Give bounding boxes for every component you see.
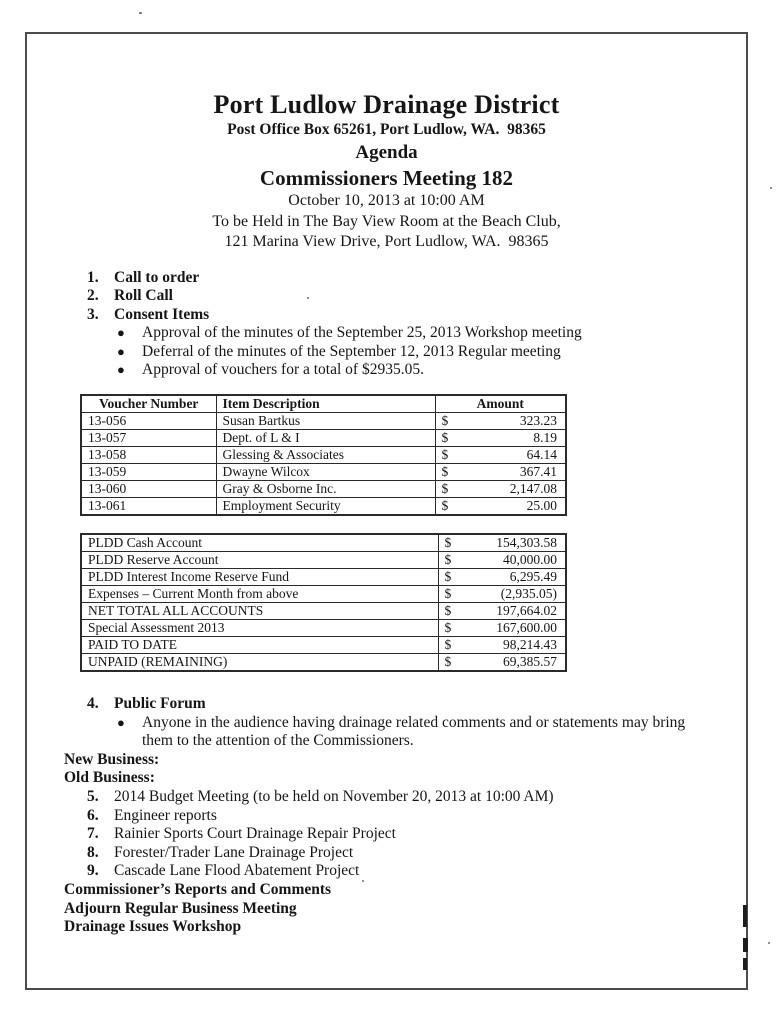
amount-value: 367.41 — [519, 464, 557, 480]
voucher-number: 13-060 — [81, 481, 216, 498]
item-number: 7. — [87, 825, 99, 843]
consent-bullet — [117, 343, 746, 362]
account-row — [81, 654, 566, 672]
page-frame — [25, 32, 748, 990]
voucher-table — [80, 394, 567, 516]
voucher-row — [81, 498, 566, 516]
voucher-row — [81, 447, 566, 464]
doc-type-label: Agenda — [355, 142, 418, 163]
amount-value: (2,935.05) — [500, 586, 557, 602]
account-label: NET TOTAL ALL ACCOUNTS — [81, 603, 438, 620]
page-title: Port Ludlow Drainage District — [213, 90, 560, 119]
amount-value: 69,385.57 — [503, 654, 557, 670]
scan-smudge — [743, 958, 747, 970]
bullet-icon: ● — [117, 362, 125, 378]
amount-value: 323.23 — [519, 413, 557, 429]
currency-symbol: $ — [444, 603, 452, 619]
voucher-amount — [435, 413, 566, 430]
voucher-number: 13-061 — [81, 498, 216, 516]
item-label: Roll Call — [114, 287, 173, 305]
voucher-amount — [435, 498, 566, 516]
account-amount — [438, 620, 566, 637]
voucher-row — [81, 430, 566, 447]
agenda-bottom-section — [27, 695, 746, 937]
voucher-amount — [435, 464, 566, 481]
voucher-amount — [435, 430, 566, 447]
agenda-item-forester-project — [87, 844, 746, 863]
item-number: 8. — [87, 843, 99, 861]
col-header-item-description: Item Description — [216, 395, 435, 413]
amount-value: 8.19 — [533, 430, 557, 446]
item-number: 2. — [87, 287, 99, 305]
account-amount — [438, 586, 566, 603]
item-label: 2014 Budget Meeting (to be held on November 20, 2013 at 10:00 AM) — [114, 788, 554, 806]
voucher-amount — [435, 481, 566, 498]
scan-speck — [362, 880, 364, 882]
account-amount — [438, 552, 566, 569]
amount-value: 2,147.08 — [509, 481, 557, 497]
item-number: 9. — [87, 862, 99, 880]
header-address: Post Office Box 65261, Port Ludlow, WA. 98365 — [227, 121, 546, 138]
voucher-description: Susan Bartkus — [216, 413, 435, 430]
item-label: Forester/Trader Lane Drainage Project — [114, 843, 354, 861]
item-label: Call to order — [114, 268, 200, 286]
bullet-icon: ● — [117, 343, 125, 359]
account-row — [81, 534, 566, 552]
account-label: PAID TO DATE — [81, 637, 438, 654]
account-row — [81, 569, 566, 586]
agenda-item-rainier-project — [87, 825, 746, 844]
bullet-icon: ● — [117, 714, 125, 730]
currency-symbol: $ — [444, 620, 452, 636]
bullet-text: Deferral of the minutes of the September 12, 2013 Regular meeting — [142, 342, 561, 360]
amount-value: 6,295.49 — [509, 569, 557, 585]
currency-symbol: $ — [444, 569, 452, 585]
currency-symbol: $ — [444, 654, 452, 670]
item-label: Public Forum — [114, 695, 206, 713]
amount-value: 98,214.43 — [503, 637, 557, 653]
account-row — [81, 603, 566, 620]
voucher-description: Glessing & Associates — [216, 447, 435, 464]
voucher-number: 13-056 — [81, 413, 216, 430]
adjourn-heading: Adjourn Regular Business Meeting — [64, 899, 297, 917]
currency-symbol: $ — [444, 637, 452, 653]
consent-bullet — [117, 361, 746, 380]
currency-symbol: $ — [441, 481, 449, 497]
amount-value: 154,303.58 — [496, 535, 557, 551]
account-amount — [438, 654, 566, 672]
agenda-item-engineer-reports — [87, 807, 746, 826]
bullet-icon: ● — [117, 325, 125, 341]
scan-speck — [768, 942, 770, 944]
amount-value: 197,664.02 — [496, 603, 557, 619]
amount-value: 64.14 — [526, 447, 557, 463]
item-label: Engineer reports — [114, 806, 217, 824]
scan-smudge — [743, 905, 747, 927]
commissioners-reports-heading: Commissioner’s Reports and Comments — [64, 881, 332, 898]
currency-symbol: $ — [444, 586, 452, 602]
scan-speck — [770, 187, 772, 189]
item-number: 4. — [87, 695, 99, 713]
scan-smudge — [743, 938, 748, 952]
meeting-location-2: 121 Marina View Drive, Port Ludlow, WA. 98365 — [224, 233, 549, 250]
voucher-number: 13-058 — [81, 447, 216, 464]
agenda-item-budget-meeting — [87, 788, 746, 807]
bullet-text: Approval of the minutes of the September 25, 2013 Workshop meeting — [142, 324, 582, 342]
document-header — [27, 34, 746, 253]
meeting-datetime: October 10, 2013 at 10:00 AM — [288, 192, 485, 209]
bullet-text: Anyone in the audience having drainage related comments and or statements may bring them to the attention of the Commissioners. — [142, 713, 686, 750]
item-number: 3. — [87, 305, 99, 323]
amount-value: 25.00 — [526, 498, 557, 514]
amount-value: 167,600.00 — [496, 620, 557, 636]
col-header-voucher-number: Voucher Number — [81, 395, 216, 413]
item-label: Rainier Sports Court Drainage Repair Project — [114, 825, 396, 843]
consent-bullet — [117, 324, 746, 343]
drainage-workshop-heading: Drainage Issues Workshop — [64, 918, 242, 936]
voucher-row — [81, 413, 566, 430]
accounts-table — [80, 533, 567, 672]
voucher-row — [81, 481, 566, 498]
public-forum-bullet — [117, 714, 746, 751]
account-row — [81, 552, 566, 569]
agenda-item-roll-call — [87, 287, 746, 306]
account-amount — [438, 534, 566, 552]
currency-symbol: $ — [441, 413, 449, 429]
account-label: PLDD Interest Income Reserve Fund — [81, 569, 438, 586]
account-row — [81, 620, 566, 637]
account-label: Expenses – Current Month from above — [81, 586, 438, 603]
account-label: Special Assessment 2013 — [81, 620, 438, 637]
currency-symbol: $ — [441, 498, 449, 514]
voucher-number: 13-059 — [81, 464, 216, 481]
account-label: PLDD Cash Account — [81, 534, 438, 552]
account-amount — [438, 637, 566, 654]
item-label: Cascade Lane Flood Abatement Project — [114, 862, 360, 880]
voucher-row — [81, 464, 566, 481]
account-amount — [438, 569, 566, 586]
voucher-description: Gray & Osborne Inc. — [216, 481, 435, 498]
document-page — [27, 34, 746, 988]
currency-symbol: $ — [441, 464, 449, 480]
account-row — [81, 586, 566, 603]
scan-speck — [307, 297, 309, 299]
voucher-description: Dept. of L & I — [216, 430, 435, 447]
item-label: Consent Items — [114, 305, 210, 323]
new-business-heading: New Business: — [64, 750, 160, 768]
agenda-top-list — [27, 269, 746, 381]
currency-symbol: $ — [441, 430, 449, 446]
account-label: UNPAID (REMAINING) — [81, 654, 438, 672]
item-number: 1. — [87, 268, 99, 286]
currency-symbol: $ — [444, 552, 452, 568]
bullet-text: Approval of vouchers for a total of $2935.05. — [142, 361, 424, 379]
item-number: 5. — [87, 788, 99, 806]
agenda-item-consent-items — [87, 306, 746, 325]
voucher-amount — [435, 447, 566, 464]
amount-value: 40,000.00 — [503, 552, 557, 568]
meeting-location-1: To be Held in The Bay View Room at the Beach Club, — [212, 212, 561, 230]
currency-symbol: $ — [444, 535, 452, 551]
item-number: 6. — [87, 806, 99, 824]
agenda-item-cascade-project — [87, 862, 746, 881]
agenda-item-public-forum — [87, 695, 746, 714]
scan-speck — [139, 12, 142, 14]
agenda-item-call-to-order — [87, 269, 746, 288]
col-header-amount: Amount — [435, 395, 566, 413]
old-business-heading: Old Business: — [64, 769, 155, 787]
voucher-description: Dwayne Wilcox — [216, 464, 435, 481]
currency-symbol: $ — [441, 447, 449, 463]
account-label: PLDD Reserve Account — [81, 552, 438, 569]
voucher-header-row — [81, 395, 566, 413]
account-row — [81, 637, 566, 654]
voucher-description: Employment Security — [216, 498, 435, 516]
meeting-title: Commissioners Meeting 182 — [259, 166, 514, 190]
voucher-number: 13-057 — [81, 430, 216, 447]
account-amount — [438, 603, 566, 620]
